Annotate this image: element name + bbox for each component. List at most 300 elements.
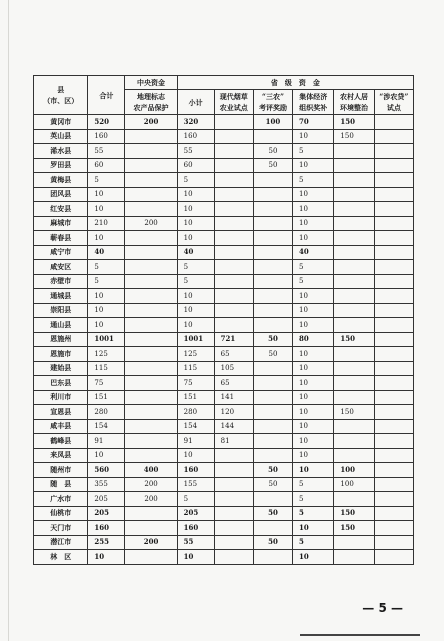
collective-economy-cell: 5: [293, 173, 334, 188]
central-funds-cell: 200: [125, 477, 177, 492]
collective-economy-cell: 10: [293, 289, 334, 304]
header-row-1: [34, 76, 414, 90]
subtotal-cell: 10: [177, 448, 214, 463]
agri-loan-pilot-cell: [374, 535, 413, 550]
sannong-award-cell: 50: [253, 463, 292, 478]
rural-environment-cell: 150: [334, 506, 374, 521]
subtotal-cell: 10: [177, 550, 214, 565]
tobacco-pilot-cell: 141: [214, 390, 253, 405]
collective-economy-cell: 40: [293, 245, 334, 260]
rural-environment-cell: [334, 347, 374, 362]
agri-loan-pilot-cell: [374, 303, 413, 318]
subtotal-cell: 154: [177, 419, 214, 434]
tobacco-pilot-cell: [214, 245, 253, 260]
agri-loan-pilot-cell: [374, 274, 413, 289]
rural-environment-cell: 150: [334, 332, 374, 347]
table-row: [34, 318, 414, 333]
collective-economy-cell: 10: [293, 202, 334, 217]
collective-economy-cell: 10: [293, 347, 334, 362]
subtotal-cell: 5: [177, 173, 214, 188]
collective-economy-header: 集体经济 组织奖补: [293, 90, 334, 115]
total-cell: 160: [88, 129, 125, 144]
collective-economy-cell: 5: [293, 506, 334, 521]
agri-loan-pilot-cell: [374, 405, 413, 420]
table-row: [34, 231, 414, 246]
collective-economy-cell: 10: [293, 419, 334, 434]
collective-economy-cell: 10: [293, 448, 334, 463]
tobacco-pilot-cell: [214, 463, 253, 478]
collective-economy-cell: 10: [293, 216, 334, 231]
county-header: 县 （市、区）: [34, 76, 88, 115]
total-cell: 5: [88, 173, 125, 188]
county-cell: 通山县: [34, 318, 88, 333]
table-row: [34, 115, 414, 130]
central-funds-cell: [125, 303, 177, 318]
sannong-award-cell: [253, 202, 292, 217]
subtotal-cell: 160: [177, 129, 214, 144]
agri-loan-pilot-cell: [374, 158, 413, 173]
table-row: [34, 376, 414, 391]
county-cell: 宣恩县: [34, 405, 88, 420]
collective-economy-cell: 10: [293, 361, 334, 376]
total-cell: 40: [88, 245, 125, 260]
agri-loan-pilot-cell: [374, 463, 413, 478]
total-cell: 10: [88, 303, 125, 318]
table-row: [34, 216, 414, 231]
provincial-funds-header: 省 级 资 金: [177, 76, 413, 90]
table-row: [34, 202, 414, 217]
total-cell: 10: [88, 202, 125, 217]
subtotal-cell: 280: [177, 405, 214, 420]
sannong-award-cell: [253, 376, 292, 391]
table-row: [34, 477, 414, 492]
rural-environment-cell: [334, 318, 374, 333]
table-row: [34, 332, 414, 347]
total-cell: 10: [88, 289, 125, 304]
table-row: [34, 419, 414, 434]
rural-environment-header: 农村人居 环境整治: [334, 90, 374, 115]
agri-loan-pilot-cell: [374, 419, 413, 434]
central-funds-cell: [125, 376, 177, 391]
tobacco-pilot-cell: [214, 492, 253, 507]
rural-environment-cell: 100: [334, 477, 374, 492]
subtotal-cell: 5: [177, 492, 214, 507]
tobacco-pilot-cell: [214, 187, 253, 202]
rural-environment-cell: [334, 550, 374, 565]
rural-environment-cell: 150: [334, 115, 374, 130]
subtotal-cell: 5: [177, 260, 214, 275]
county-cell: 天门市: [34, 521, 88, 536]
table-row: [34, 144, 414, 159]
table-row: [34, 463, 414, 478]
agri-loan-pilot-cell: [374, 289, 413, 304]
county-cell: 潜江市: [34, 535, 88, 550]
county-cell: 黄梅县: [34, 173, 88, 188]
tobacco-pilot-cell: 120: [214, 405, 253, 420]
central-funds-cell: [125, 405, 177, 420]
tobacco-pilot-cell: [214, 274, 253, 289]
county-cell: 巴东县: [34, 376, 88, 391]
sannong-award-cell: 50: [253, 158, 292, 173]
tobacco-pilot-cell: 65: [214, 347, 253, 362]
table-row: [34, 492, 414, 507]
subtotal-cell: 151: [177, 390, 214, 405]
table-row: [34, 245, 414, 260]
collective-economy-cell: 10: [293, 434, 334, 449]
sannong-award-header: “三农” 考评奖励: [253, 90, 292, 115]
sannong-award-cell: [253, 434, 292, 449]
total-cell: 115: [88, 361, 125, 376]
county-cell: 咸丰县: [34, 419, 88, 434]
table-row: [34, 361, 414, 376]
rural-environment-cell: [334, 434, 374, 449]
total-header: 合计: [88, 76, 125, 115]
subtotal-cell: 40: [177, 245, 214, 260]
table-row: [34, 303, 414, 318]
total-cell: 125: [88, 347, 125, 362]
subtotal-cell: 125: [177, 347, 214, 362]
tobacco-pilot-cell: [214, 535, 253, 550]
table-row: [34, 448, 414, 463]
central-funds-cell: 200: [125, 115, 177, 130]
table-row: [34, 390, 414, 405]
subtotal-cell: 60: [177, 158, 214, 173]
central-funds-cell: [125, 245, 177, 260]
agri-loan-pilot-cell: [374, 376, 413, 391]
agri-loan-pilot-cell: [374, 390, 413, 405]
agri-loan-pilot-cell: [374, 550, 413, 565]
central-funds-cell: [125, 347, 177, 362]
tobacco-pilot-cell: [214, 173, 253, 188]
tobacco-pilot-cell: [214, 550, 253, 565]
rural-environment-cell: [334, 361, 374, 376]
sannong-award-cell: [253, 405, 292, 420]
central-funds-cell: 200: [125, 216, 177, 231]
tobacco-pilot-header: 现代烟草 农业试点: [214, 90, 253, 115]
central-funds-cell: [125, 434, 177, 449]
county-cell: 赤壁市: [34, 274, 88, 289]
total-cell: 205: [88, 506, 125, 521]
bottom-rule: [300, 634, 420, 636]
table-row: [34, 158, 414, 173]
total-cell: 10: [88, 550, 125, 565]
collective-economy-cell: 70: [293, 115, 334, 130]
tobacco-pilot-cell: [214, 144, 253, 159]
sannong-award-cell: 50: [253, 332, 292, 347]
sannong-award-cell: [253, 260, 292, 275]
total-cell: 160: [88, 521, 125, 536]
subtotal-cell: 205: [177, 506, 214, 521]
subtotal-cell: 10: [177, 187, 214, 202]
table-row: [34, 434, 414, 449]
collective-economy-cell: 10: [293, 405, 334, 420]
collective-economy-cell: 10: [293, 187, 334, 202]
central-funds-cell: [125, 231, 177, 246]
central-funds-cell: [125, 158, 177, 173]
table-row: [34, 129, 414, 144]
total-cell: 10: [88, 448, 125, 463]
table-row: [34, 347, 414, 362]
sannong-award-cell: [253, 521, 292, 536]
rural-environment-cell: [334, 492, 374, 507]
collective-economy-cell: 5: [293, 535, 334, 550]
tobacco-pilot-cell: 144: [214, 419, 253, 434]
total-cell: 5: [88, 274, 125, 289]
total-cell: 205: [88, 492, 125, 507]
county-cell: 崇阳县: [34, 303, 88, 318]
rural-environment-cell: [334, 260, 374, 275]
collective-economy-cell: 10: [293, 463, 334, 478]
county-cell: 随州市: [34, 463, 88, 478]
table-row: [34, 274, 414, 289]
subtotal-cell: 1001: [177, 332, 214, 347]
central-funds-cell: [125, 129, 177, 144]
agri-loan-pilot-cell: [374, 434, 413, 449]
tobacco-pilot-cell: 81: [214, 434, 253, 449]
rural-environment-cell: [334, 216, 374, 231]
county-cell: 建始县: [34, 361, 88, 376]
sannong-award-cell: [253, 448, 292, 463]
sannong-award-cell: 50: [253, 477, 292, 492]
central-funds-cell: [125, 419, 177, 434]
rural-environment-cell: [334, 274, 374, 289]
central-funds-cell: [125, 318, 177, 333]
rural-environment-cell: 150: [334, 521, 374, 536]
collective-economy-cell: 10: [293, 129, 334, 144]
county-cell: 林 区: [34, 550, 88, 565]
county-cell: 英山县: [34, 129, 88, 144]
subtotal-cell: 55: [177, 535, 214, 550]
table-row: [34, 289, 414, 304]
sannong-award-cell: [253, 419, 292, 434]
central-funds-cell: [125, 550, 177, 565]
rural-environment-cell: [334, 376, 374, 391]
central-funds-cell: [125, 448, 177, 463]
collective-economy-cell: 80: [293, 332, 334, 347]
agri-loan-pilot-cell: [374, 492, 413, 507]
county-cell: 利川市: [34, 390, 88, 405]
subtotal-cell: 5: [177, 274, 214, 289]
total-cell: 55: [88, 144, 125, 159]
total-cell: 210: [88, 216, 125, 231]
county-cell: 浠水县: [34, 144, 88, 159]
rural-environment-cell: [334, 419, 374, 434]
table-row: [34, 506, 414, 521]
collective-economy-cell: 10: [293, 231, 334, 246]
agri-loan-pilot-cell: [374, 332, 413, 347]
agri-loan-pilot-cell: [374, 115, 413, 130]
central-funds-cell: [125, 506, 177, 521]
subtotal-cell: 91: [177, 434, 214, 449]
rural-environment-cell: [334, 202, 374, 217]
subtotal-cell: 10: [177, 318, 214, 333]
agri-loan-pilot-cell: [374, 245, 413, 260]
table-row: [34, 187, 414, 202]
agri-loan-pilot-cell: [374, 129, 413, 144]
subtotal-cell: 10: [177, 303, 214, 318]
sannong-award-cell: 50: [253, 144, 292, 159]
central-funds-cell: [125, 361, 177, 376]
agri-loan-pilot-header: “涉农贷” 试点: [374, 90, 413, 115]
table-row: [34, 521, 414, 536]
tobacco-pilot-cell: [214, 129, 253, 144]
rural-environment-cell: [334, 187, 374, 202]
tobacco-pilot-cell: [214, 477, 253, 492]
total-cell: 1001: [88, 332, 125, 347]
total-cell: 355: [88, 477, 125, 492]
central-funds-cell: 400: [125, 463, 177, 478]
sannong-award-cell: [253, 187, 292, 202]
subtotal-cell: 55: [177, 144, 214, 159]
sannong-award-cell: [253, 318, 292, 333]
agri-loan-pilot-cell: [374, 347, 413, 362]
rural-environment-cell: [334, 231, 374, 246]
table-row: [34, 173, 414, 188]
subtotal-cell: 75: [177, 376, 214, 391]
collective-economy-cell: 10: [293, 303, 334, 318]
funds-allocation-table: [33, 75, 414, 565]
agri-loan-pilot-cell: [374, 506, 413, 521]
collective-economy-cell: 10: [293, 376, 334, 391]
sannong-award-cell: 50: [253, 506, 292, 521]
total-cell: 151: [88, 390, 125, 405]
sannong-award-cell: [253, 550, 292, 565]
county-cell: 通城县: [34, 289, 88, 304]
total-cell: 280: [88, 405, 125, 420]
tobacco-pilot-cell: [214, 202, 253, 217]
sannong-award-cell: [253, 361, 292, 376]
central-funds-cell: [125, 274, 177, 289]
agri-loan-pilot-cell: [374, 173, 413, 188]
subtotal-cell: 10: [177, 202, 214, 217]
tobacco-pilot-cell: [214, 158, 253, 173]
central-funds-cell: [125, 521, 177, 536]
central-funds-cell: [125, 202, 177, 217]
agri-loan-pilot-cell: [374, 144, 413, 159]
rural-environment-cell: 150: [334, 129, 374, 144]
tobacco-pilot-cell: [214, 289, 253, 304]
agri-loan-pilot-cell: [374, 521, 413, 536]
county-cell: 恩施州: [34, 332, 88, 347]
subtotal-cell: 10: [177, 216, 214, 231]
total-cell: 10: [88, 318, 125, 333]
rural-environment-cell: [334, 144, 374, 159]
rural-environment-cell: 100: [334, 463, 374, 478]
tobacco-pilot-cell: 721: [214, 332, 253, 347]
agri-loan-pilot-cell: [374, 231, 413, 246]
collective-economy-cell: 5: [293, 492, 334, 507]
agri-loan-pilot-cell: [374, 260, 413, 275]
rural-environment-cell: [334, 535, 374, 550]
subtotal-cell: 320: [177, 115, 214, 130]
rural-environment-cell: 150: [334, 405, 374, 420]
tobacco-pilot-cell: 105: [214, 361, 253, 376]
sannong-award-cell: [253, 289, 292, 304]
total-cell: 75: [88, 376, 125, 391]
central-funds-cell: 200: [125, 492, 177, 507]
subtotal-header: 小计: [177, 90, 214, 115]
sannong-award-cell: [253, 492, 292, 507]
tobacco-pilot-cell: [214, 318, 253, 333]
table-row: [34, 535, 414, 550]
sannong-award-cell: [253, 216, 292, 231]
total-cell: 5: [88, 260, 125, 275]
tobacco-pilot-cell: [214, 231, 253, 246]
central-funds-cell: [125, 144, 177, 159]
sannong-award-cell: [253, 129, 292, 144]
collective-economy-cell: 10: [293, 390, 334, 405]
agri-loan-pilot-cell: [374, 361, 413, 376]
sannong-award-cell: [253, 274, 292, 289]
central-funds-cell: [125, 332, 177, 347]
agri-loan-pilot-cell: [374, 216, 413, 231]
central-funds-cell: [125, 260, 177, 275]
central-funds-cell: [125, 289, 177, 304]
collective-economy-cell: 5: [293, 477, 334, 492]
agri-loan-pilot-cell: [374, 477, 413, 492]
tobacco-pilot-cell: [214, 216, 253, 231]
central-funds-cell: [125, 173, 177, 188]
total-cell: 560: [88, 463, 125, 478]
sannong-award-cell: 50: [253, 347, 292, 362]
total-cell: 91: [88, 434, 125, 449]
county-cell: 咸宁市: [34, 245, 88, 260]
county-cell: 黄冈市: [34, 115, 88, 130]
central-funds-header: 中央资金: [125, 76, 177, 90]
county-cell: 随 县: [34, 477, 88, 492]
county-cell: 恩施市: [34, 347, 88, 362]
total-cell: 520: [88, 115, 125, 130]
sannong-award-cell: [253, 303, 292, 318]
rural-environment-cell: [334, 158, 374, 173]
sannong-award-cell: 100: [253, 115, 292, 130]
collective-economy-cell: 5: [293, 274, 334, 289]
sannong-award-cell: [253, 173, 292, 188]
collective-economy-cell: 10: [293, 318, 334, 333]
tobacco-pilot-cell: [214, 521, 253, 536]
collective-economy-cell: 5: [293, 260, 334, 275]
tobacco-pilot-cell: [214, 115, 253, 130]
total-cell: 10: [88, 187, 125, 202]
table-row: [34, 550, 414, 565]
central-funds-cell: 200: [125, 535, 177, 550]
subtotal-cell: 10: [177, 231, 214, 246]
rural-environment-cell: [334, 390, 374, 405]
collective-economy-cell: 10: [293, 158, 334, 173]
county-cell: 麻城市: [34, 216, 88, 231]
total-cell: 10: [88, 231, 125, 246]
table-row: [34, 405, 414, 420]
county-cell: 红安县: [34, 202, 88, 217]
total-cell: 60: [88, 158, 125, 173]
rural-environment-cell: [334, 245, 374, 260]
subtotal-cell: 160: [177, 463, 214, 478]
subtotal-cell: 115: [177, 361, 214, 376]
agri-loan-pilot-cell: [374, 187, 413, 202]
county-cell: 团风县: [34, 187, 88, 202]
tobacco-pilot-cell: 65: [214, 376, 253, 391]
rural-environment-cell: [334, 289, 374, 304]
county-cell: 咸安区: [34, 260, 88, 275]
total-cell: 255: [88, 535, 125, 550]
county-cell: 罗田县: [34, 158, 88, 173]
binding-edge: [8, 0, 9, 641]
collective-economy-cell: 10: [293, 521, 334, 536]
agri-loan-pilot-cell: [374, 318, 413, 333]
geo-indication-header: 地理标志 农产品保护: [125, 90, 177, 115]
subtotal-cell: 10: [177, 289, 214, 304]
table-row: [34, 260, 414, 275]
